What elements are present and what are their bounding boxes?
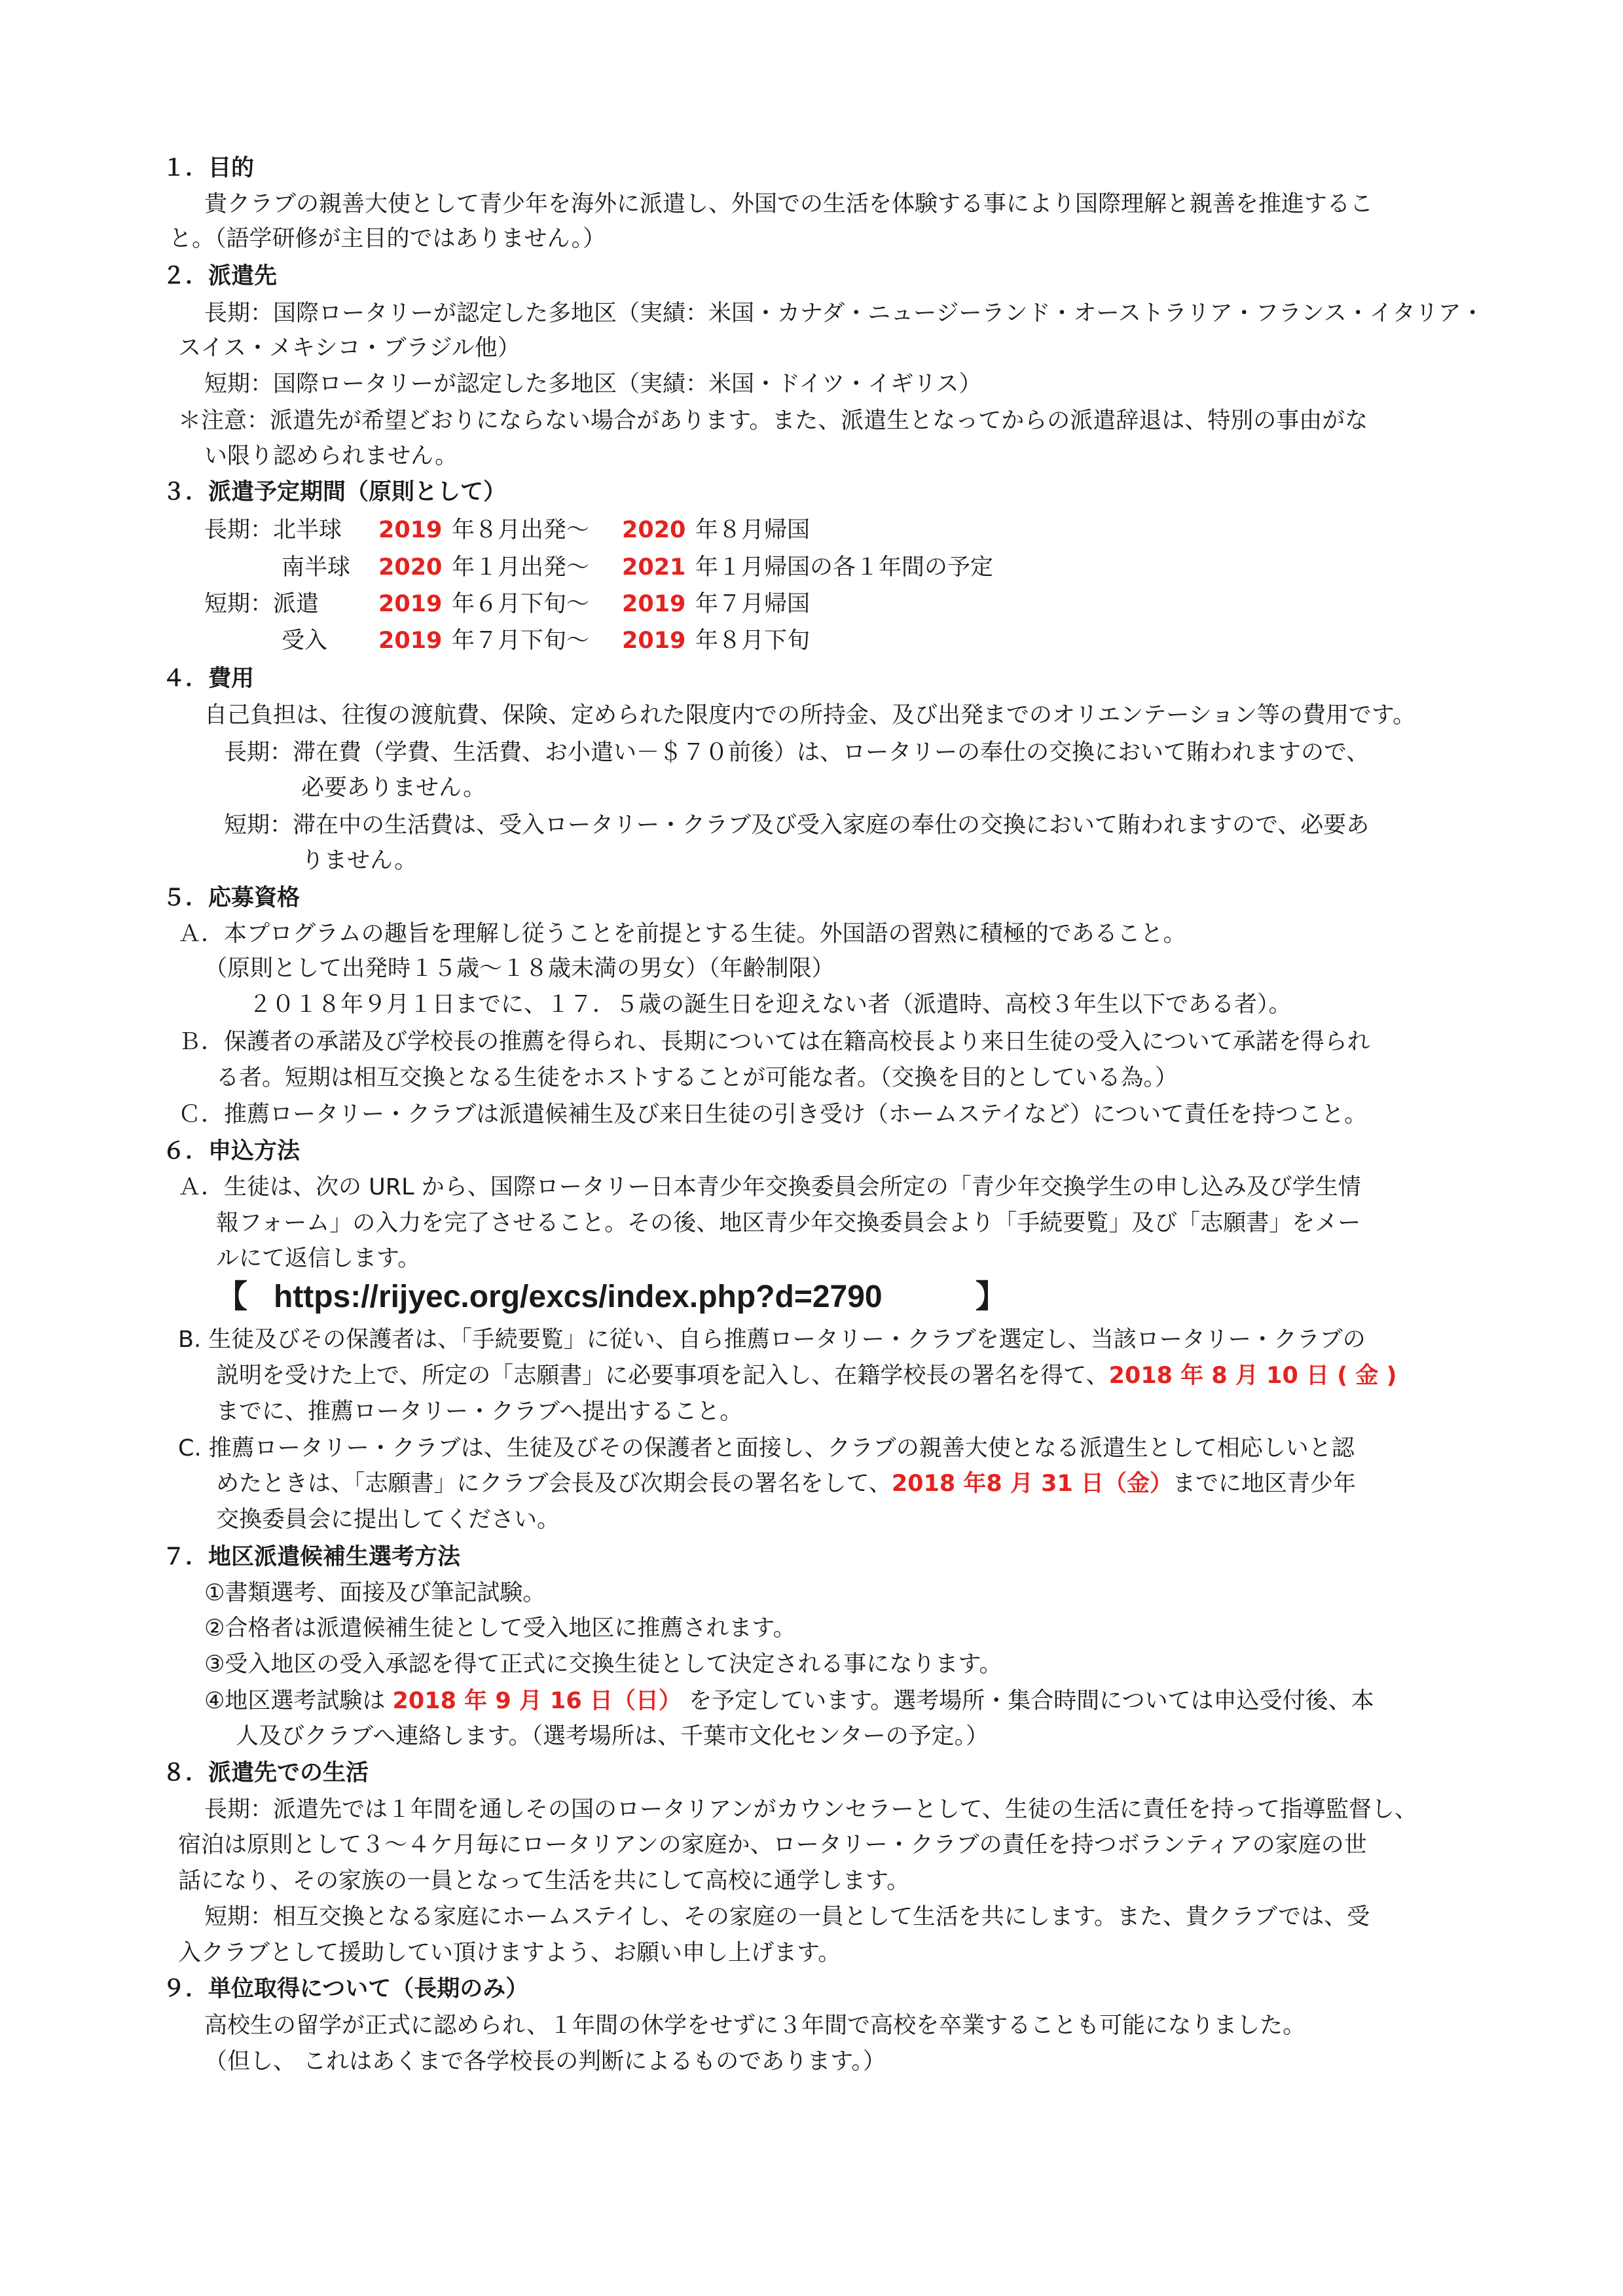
life-long: 長期：派遣先では１年間を通しその国のロータリアンがカウンセラーとして、生徒の生活に責任を持って指導監督し、 xyxy=(204,1797,1417,1823)
cost-long: 必要ありません。 xyxy=(301,775,486,801)
section-6-heading: ６．申込方法 xyxy=(162,1138,301,1164)
period-year: 2019 xyxy=(378,628,443,654)
section-3-heading: ３．派遣予定期間（原則として） xyxy=(162,479,507,505)
eligibility-a: （原則として出発時１５歳～１８歳未満の男女）（年齢制限） xyxy=(204,956,835,982)
eligibility-c: Ｃ．推薦ロータリー・クラブは派遣候補生及び来日生徒の引き受け（ホームステイなど）について責任を持つこと。 xyxy=(178,1102,1368,1128)
url-bracket-open: 【 xyxy=(216,1280,248,1314)
application-c: 交換委員会に提出してください。 xyxy=(216,1507,560,1533)
period-label: 短期：派遣 xyxy=(204,591,319,617)
period-text: 年６月下旬～ xyxy=(452,591,590,617)
period-label: 長期：北半球 xyxy=(204,517,342,543)
destination-note: ＊注意：派遣先が希望どおりにならない場合があります。また、派遣生となってからの派遣辞退は、特別の事由がな xyxy=(178,408,1368,434)
period-label: 受入 xyxy=(282,628,328,654)
period-text: 年８月下旬 xyxy=(695,628,811,654)
application-b xyxy=(216,1365,1397,1388)
application-c-text: までに地区青少年 xyxy=(1173,1471,1357,1497)
application-url-link[interactable]: https://rijyec.org/excs/index.php?d=2790 xyxy=(274,1280,883,1314)
period-year: 2021 xyxy=(622,554,686,581)
period-year: 2019 xyxy=(378,517,443,543)
life-short: 入クラブとして援助してい頂けますよう、お願い申し上げます。 xyxy=(178,1940,841,1966)
cost-short: りません。 xyxy=(301,848,418,874)
application-a: Ａ．生徒は、次の URL から、国際ロータリー日本青少年交換委員会所定の「青少年交換学生の申し込み及び学生情 xyxy=(178,1174,1361,1200)
destination-short: 短期：国際ロータリーが認定した多地区（実績：米国・ドイツ・イギリス） xyxy=(204,371,982,397)
selection-text: を予定しています。選考場所・集合時間については申込受付後、本 xyxy=(689,1688,1374,1714)
cost-short: 短期：滞在中の生活費は、受入ロータリー・クラブ及び受入家庭の奉仕の交換において賄われますので、必要あ xyxy=(224,812,1370,838)
selection-item: ②合格者は派遣候補生徒として受入地区に推薦されます。 xyxy=(204,1615,796,1641)
application-c-text: めたときは、「志願書」にクラブ会長及び次期会長の署名をして、 xyxy=(216,1471,892,1497)
destination-note: い限り認められません。 xyxy=(204,443,458,469)
selection-item: ③受入地区の受入承認を得て正式に交換生徒として決定される事になります。 xyxy=(204,1651,1002,1677)
eligibility-b: る者。短期は相互交換となる生徒をホストすることが可能な者。（交換を目的としている為。） xyxy=(216,1065,1178,1091)
eligibility-a: Ａ．本プログラムの趣旨を理解し従うことを前提とする生徒。外国語の習熟に積極的であること。 xyxy=(178,921,1186,947)
period-year: 2019 xyxy=(622,628,686,654)
eligibility-a: ２０１８年９月１日までに、１７．５歳の誕生日を迎えない者（派遣時、高校３年生以下である者）。 xyxy=(249,992,1292,1018)
cost-long: 長期：滞在費（学費、生活費、お小遣い－＄７０前後）は、ロータリーの奉仕の交換において賄われますので、 xyxy=(224,740,1370,766)
application-b-text: 説明を受けた上で、所定の「志願書」に必要事項を記入し、在籍学校長の署名を得て、 xyxy=(216,1363,1109,1389)
period-text: 年７月下旬～ xyxy=(452,628,590,654)
credit-text: （但し、 これはあくまで各学校長の判断によるものであります。） xyxy=(204,2049,886,2075)
section-2-heading: ２．派遣先 xyxy=(162,263,278,289)
url-bracket-close: 】 xyxy=(976,1280,1008,1314)
section-1-text: と。（語学研修が主目的ではありません。） xyxy=(169,226,606,252)
period-label: 南半球 xyxy=(282,554,351,581)
application-b: B. 生徒及びその保護者は、「手続要覧」に従い、自ら推薦ロータリー・クラブを選定し、当該ロータリー・クラブの xyxy=(178,1327,1366,1353)
life-long: 話になり、その家族の一員となって生活を共にして高校に通学します。 xyxy=(178,1868,910,1894)
life-long: 宿泊は原則として３～４ケ月毎にロータリアンの家庭か、ロータリー・クラブの責任を持つボランティアの家庭の世 xyxy=(178,1832,1367,1858)
section-5-heading: ５．応募資格 xyxy=(162,885,301,911)
application-b: までに、推薦ロータリー・クラブへ提出すること。 xyxy=(216,1399,743,1425)
section-7-heading: ７．地区派遣候補生選考方法 xyxy=(162,1544,461,1570)
selection-item: 人及びクラブへ連絡します。（選考場所は、千葉市文化センターの予定。） xyxy=(236,1723,989,1749)
period-text: 年７月帰国 xyxy=(695,591,811,617)
period-year: 2019 xyxy=(622,591,686,617)
selection-item xyxy=(204,1690,1374,1713)
destination-long: スイス・メキシコ・ブラジル他） xyxy=(178,335,520,361)
period-text: 年８月帰国 xyxy=(695,517,811,543)
application-c: C. 推薦ロータリー・クラブは、生徒及びその保護者と面接し、クラブの親善大使となる派遣生として相応しいと認 xyxy=(178,1435,1355,1462)
destination-long: 長期：国際ロータリーが認定した多地区（実績：米国・カナダ・ニュージーランド・オーストラリア・フランス・イタリア・ xyxy=(204,300,1484,327)
credit-text: 高校生の留学が正式に認められ、１年間の休学をせずに３年間で高校を卒業することも可能になりました。 xyxy=(204,2013,1306,2039)
period-text: 年１月出発～ xyxy=(452,554,590,581)
period-text: 年１月帰国の各１年間の予定 xyxy=(695,554,994,581)
selection-text: ④地区選考試験は xyxy=(204,1688,386,1714)
life-short: 短期：相互交換となる家庭にホームステイし、その家庭の一員として生活を共にします。また、貴クラブでは、受 xyxy=(204,1904,1370,1930)
section-1-heading: １．目的 xyxy=(162,155,255,181)
eligibility-b: Ｂ．保護者の承諾及び学校長の推薦を得られ、長期については在籍高校長より来日生徒の受入について承諾を得られ xyxy=(178,1029,1370,1055)
period-year: 2019 xyxy=(378,591,443,617)
section-8-heading: ８．派遣先での生活 xyxy=(162,1760,369,1786)
section-1-text: 貴クラブの親善大使として青少年を海外に派遣し、外国での生活を体験する事により国際理解と親善を推進するこ xyxy=(204,191,1374,217)
section-9-heading: ９．単位取得について（長期のみ） xyxy=(162,1976,529,2002)
cost-text: 自己負担は、往復の渡航費、保険、定められた限度内での所持金、及び出発までのオリエンテーション等の費用です。 xyxy=(204,702,1416,728)
period-text: 年８月出発～ xyxy=(452,517,590,543)
exam-date: 2018 年 9 月 16 日（日） xyxy=(392,1688,682,1714)
section-4-heading: ４．費用 xyxy=(162,666,255,692)
application-a: 報フォーム」の入力を完了させること。その後、地区青少年交換委員会より「手続要覧」及び「志願書」をメー xyxy=(216,1210,1361,1236)
application-a: ルにて返信します。 xyxy=(216,1246,421,1272)
deadline-date: 2018 年8 月 31 日（金） xyxy=(891,1471,1173,1497)
deadline-date: 2018 年 8 月 10 日 ( 金 ) xyxy=(1108,1363,1397,1389)
period-year: 2020 xyxy=(378,554,443,581)
period-year: 2020 xyxy=(622,517,686,543)
selection-item: ①書類選考、面接及び筆記試験。 xyxy=(204,1580,546,1606)
application-c xyxy=(216,1473,1356,1496)
